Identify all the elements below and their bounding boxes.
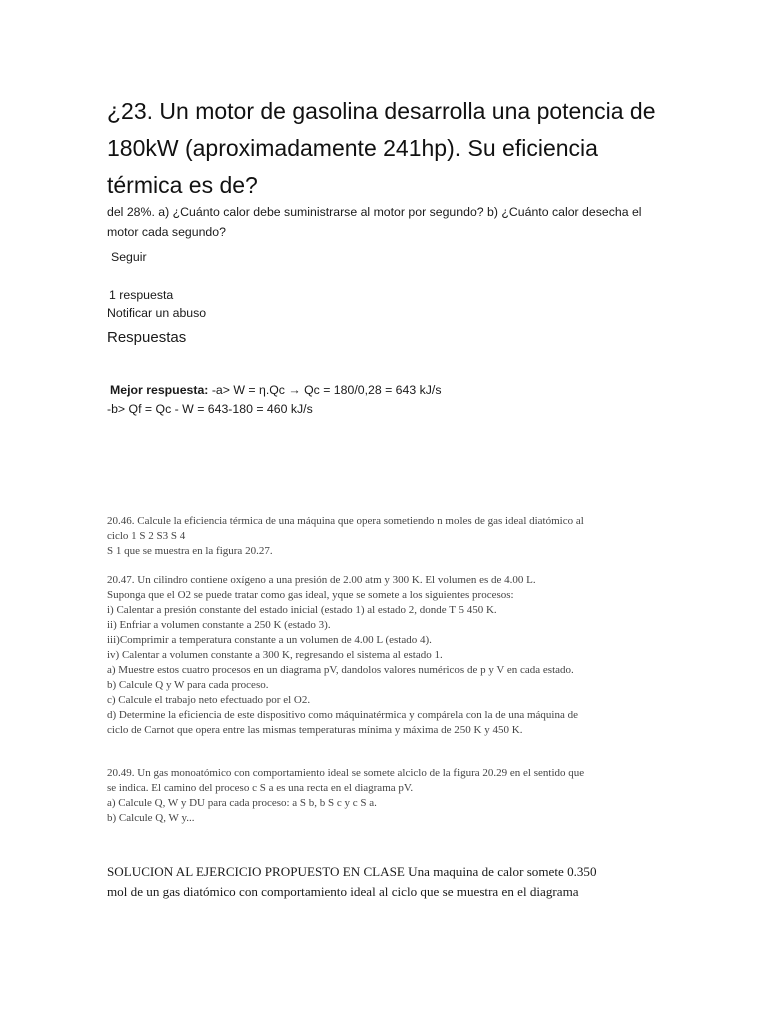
problem-line: a) Muestre estos cuatro procesos en un diagrama pV, dandolos valores numéricos de p y V en cada estado.: [107, 664, 574, 676]
problem-line: se indica. El camino del proceso c S a es una recta en el diagrama pV.: [107, 782, 414, 794]
best-answer: [107, 381, 667, 419]
problem-line: 20.49. Un gas monoatómico con comportamiento ideal se somete alciclo de la figura 20.29 en el sentido que: [107, 767, 585, 779]
problem-line: Suponga que el O2 se puede tratar como gas ideal, yque se somete a los siguientes procesos:: [107, 589, 514, 601]
problem-20-46: [107, 514, 667, 559]
answer-count: 1 respuesta: [109, 288, 174, 302]
problem-line: 20.47. Un cilindro contiene oxígeno a una presión de 2.00 atm y 300 K. El volumen es de 4.00 L.: [107, 574, 536, 586]
problem-20-49: [107, 766, 667, 826]
problem-line: i) Calentar a presión constante del estado inicial (estado 1) al estado 2, donde T 5 450 K.: [107, 604, 497, 616]
problem-line: iv) Calentar a volumen constante a 300 K, regresando el sistema al estado 1.: [107, 649, 443, 661]
problem-line: iii)Comprimir a temperatura constante a un volumen de 4.00 L (estado 4).: [107, 634, 432, 646]
problem-line: a) Calcule Q, W y DU para cada proceso: a S b, b S c y c S a.: [107, 797, 377, 809]
question-title: ¿23. Un motor de gasolina desarrolla una potencia de 180kW (aproximadamente 241hp). Su eficiencia térmica es de?: [107, 98, 656, 198]
problem-line: 20.46. Calcule la eficiencia térmica de una máquina que opera sometiendo n moles de gas ideal diatómico al: [107, 515, 584, 527]
question-detail: del 28%. a) ¿Cuánto calor debe suministrarse al motor por segundo? b) ¿Cuánto calor desecha el motor cada segundo?: [107, 205, 642, 239]
problem-line: ii) Enfriar a volumen constante a 250 K (estado 3).: [107, 619, 331, 631]
best-answer-line-b: -b> Qf = Qc - W = 643-180 = 460 kJ/s: [107, 402, 313, 416]
problem-line: b) Calcule Q, W y...: [107, 812, 195, 824]
best-answer-label: Mejor respuesta:: [110, 383, 209, 397]
problem-line: ciclo de Carnot que opera entre las mismas temperaturas mínima y máxima de 250 K y 450 K.: [107, 724, 523, 736]
follow-link[interactable]: Seguir: [111, 250, 147, 264]
problem-line: b) Calcule Q y W para cada proceso.: [107, 679, 269, 691]
problem-line: c) Calcule el trabajo neto efectuado por el O2.: [107, 694, 311, 706]
class-exercise-solution: [107, 862, 667, 902]
report-abuse-link[interactable]: Notificar un abuso: [107, 306, 207, 320]
problem-line: S 1 que se muestra en la figura 20.27.: [107, 545, 273, 557]
solution-line: SOLUCION AL EJERCICIO PROPUESTO EN CLASE Una maquina de calor somete 0.350: [107, 864, 597, 879]
problem-20-47: [107, 573, 667, 738]
problem-line: d) Determine la eficiencia de este dispositivo como máquinatérmica y compárela con la de una máquina de: [107, 709, 578, 721]
answers-heading: Respuestas: [107, 329, 187, 346]
solution-line: mol de un gas diatómico con comportamiento ideal al ciclo que se muestra en el diagrama: [107, 884, 579, 899]
best-answer-line-a: -a> W = η.Qc → Qc = 180/0,28 = 643 kJ/s: [208, 383, 442, 397]
problem-line: ciclo 1 S 2 S3 S 4: [107, 530, 186, 542]
